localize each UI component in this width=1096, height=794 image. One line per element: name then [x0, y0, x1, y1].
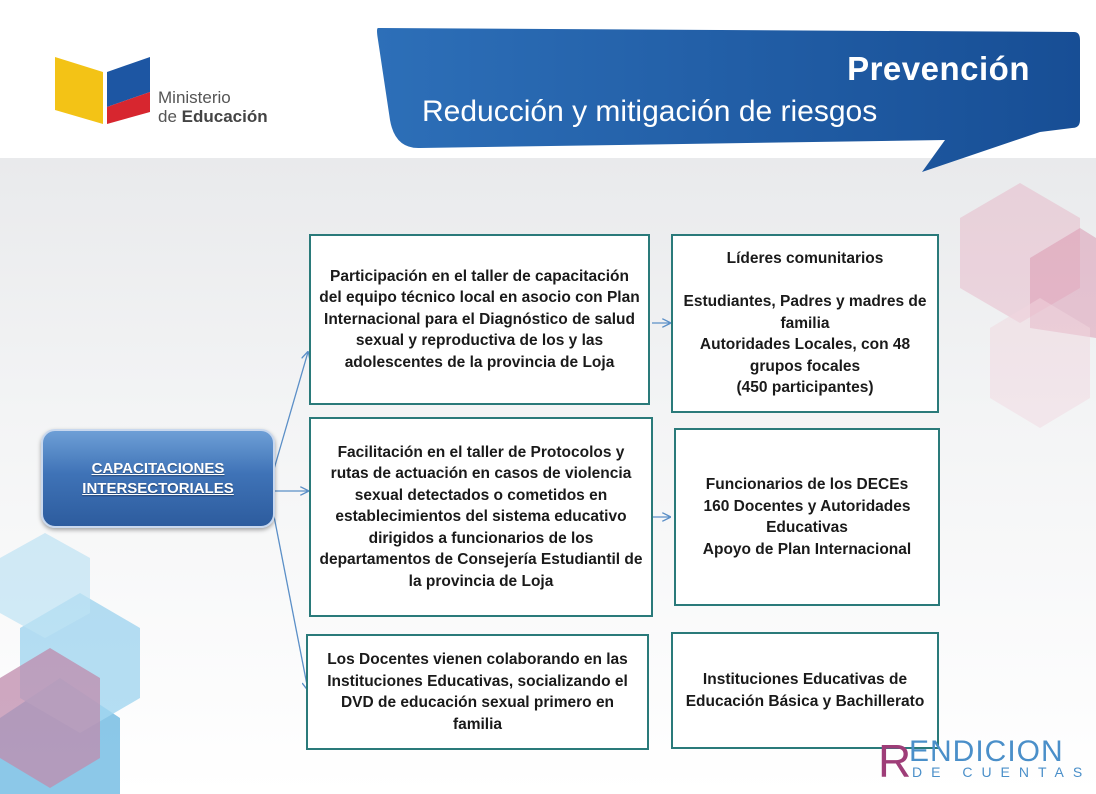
activity-box-1	[309, 234, 650, 405]
beneficiary-2-text: Funcionarios de los DECEs 160 Docentes y Autoridades Educativas Apoyo de Plan Internacional	[702, 476, 912, 558]
activity-box-3	[306, 634, 649, 750]
beneficiary-3-text: Instituciones Educativas de Educación Básica y Bachillerato	[685, 671, 925, 710]
activity-3-text: Los Docentes vienen colaborando en las Instituciones Educativas, socializando el DVD de educación sexual primero en familia	[327, 651, 628, 733]
root-node-line2: INTERSECTORIALES	[82, 479, 234, 497]
beneficiary-box-1	[671, 234, 939, 413]
slide-subtitle: Reducción y mitigación de riesgos	[422, 95, 878, 128]
slide-title: Prevención	[847, 50, 1030, 87]
rendicion-logo-letter: R	[878, 735, 912, 787]
root-node-label	[82, 459, 233, 499]
logo-line2-prefix: de	[158, 107, 182, 126]
rendicion-logo-tagline: DE CUENTAS	[912, 764, 1092, 780]
activity-2-text: Facilitación en el taller de Protocolos y rutas de actuación en casos de violencia sexual detectados o cometidos en establecimientos del sistema educativo dirigidos a funcionarios de los departamentos de Consejería Estudiantil de la provincia de Loja	[319, 443, 643, 590]
logo-line1: Ministerio	[158, 88, 231, 107]
beneficiary-1-text: Líderes comunitarios Estudiantes, Padres y madres de familia Autoridades Locales, con 48 grupos focales (450 participantes)	[683, 250, 927, 397]
beneficiary-box-3	[671, 632, 939, 749]
logo-line2-bold: Educación	[181, 107, 268, 126]
connector-root-to-activity-3	[272, 506, 308, 690]
connector-root-to-activity-1	[272, 352, 308, 476]
beneficiary-box-2	[674, 428, 940, 606]
root-node-line1: CAPACITACIONES	[91, 459, 225, 477]
rendicion-logo-word: ENDICION	[909, 735, 1064, 768]
activity-1-text: Participación en el taller de capacitación del equipo técnico local en asocio con Plan Internacional para el Diagnóstico de salud sexual y reproductiva de los y las adolescentes de la provincia de Loja	[319, 267, 640, 371]
capacitaciones-root-node	[41, 429, 275, 528]
activity-box-2	[309, 417, 653, 617]
